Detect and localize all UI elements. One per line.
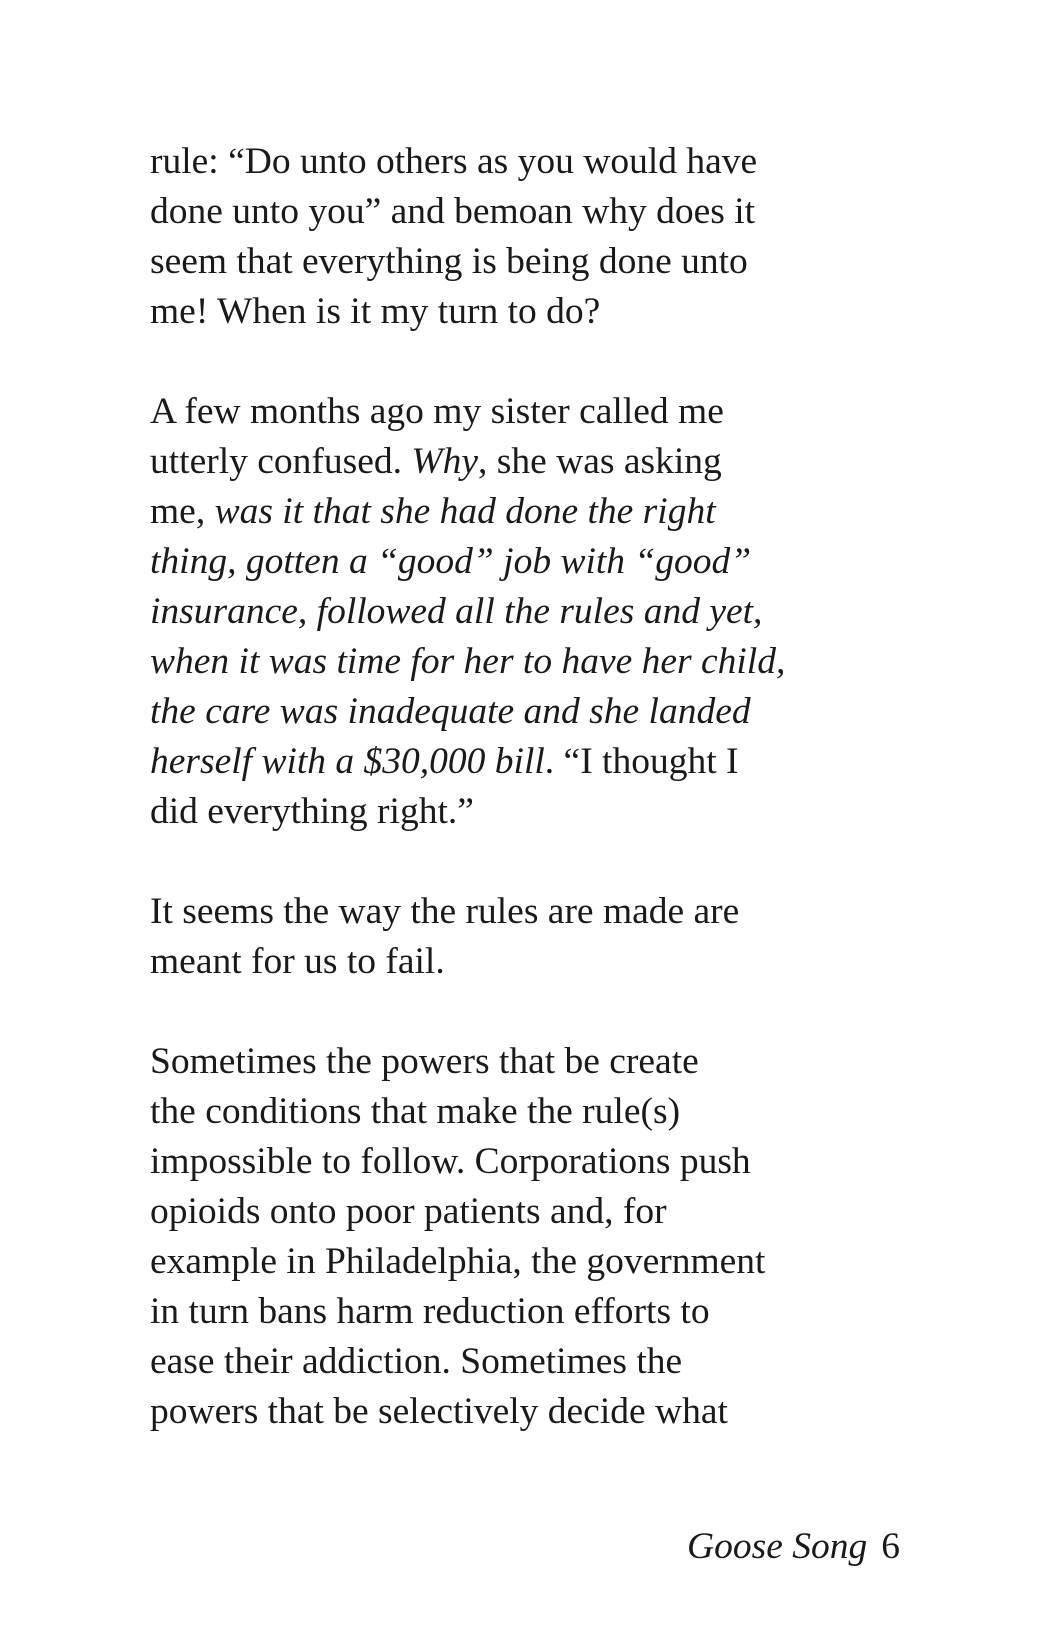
text-run: . “I thought I xyxy=(544,741,739,782)
running-title: Goose Song xyxy=(687,1526,868,1567)
text-run: me! When is it my turn to do? xyxy=(150,291,601,332)
text-line xyxy=(150,787,910,837)
text-run: did everything right.” xyxy=(150,791,474,832)
text-run: seem that everything is being done unto xyxy=(150,241,748,282)
text-line xyxy=(150,1387,910,1437)
text-line xyxy=(150,537,910,587)
paragraph xyxy=(150,387,910,837)
page-footer xyxy=(687,1522,900,1572)
text-line xyxy=(150,1087,910,1137)
italic-text: when it was time for her to have her child, xyxy=(150,641,786,682)
text-run: rule: “Do unto others as you would have xyxy=(150,141,758,182)
italic-text: was it that she had done the right xyxy=(214,491,716,532)
body-text xyxy=(150,137,910,1487)
text-line xyxy=(150,1137,910,1187)
text-line xyxy=(150,387,910,437)
text-line xyxy=(150,587,910,637)
text-line xyxy=(150,487,910,537)
text-line xyxy=(150,1037,910,1087)
italic-text: thing, gotten a “good” job with “good” xyxy=(150,541,752,582)
text-line xyxy=(150,187,910,237)
text-line xyxy=(150,887,910,937)
italic-text: the care was inadequate and she landed xyxy=(150,691,751,732)
paragraph xyxy=(150,1037,910,1437)
text-run: the conditions that make the rule(s) xyxy=(150,1091,681,1132)
text-line xyxy=(150,637,910,687)
paragraph xyxy=(150,887,910,987)
text-run: powers that be selectively decide what xyxy=(150,1391,728,1432)
text-line xyxy=(150,937,910,987)
text-run: , she was asking xyxy=(478,441,722,482)
text-line xyxy=(150,1237,910,1287)
text-line xyxy=(150,287,910,337)
text-run: It seems the way the rules are made are xyxy=(150,891,740,932)
paragraph xyxy=(150,137,910,337)
text-run: Sometimes the powers that be create xyxy=(150,1041,699,1082)
text-run: impossible to follow. Corporations push xyxy=(150,1141,751,1182)
text-line xyxy=(150,737,910,787)
text-line xyxy=(150,687,910,737)
italic-text: herself with a $30,000 bill xyxy=(150,741,545,782)
text-line xyxy=(150,1287,910,1337)
text-run: ease their addiction. Sometimes the xyxy=(150,1341,683,1382)
text-run: example in Philadelphia, the government xyxy=(150,1241,766,1282)
text-line xyxy=(150,437,910,487)
text-run: in turn bans harm reduction efforts to xyxy=(150,1291,710,1332)
text-run: done unto you” and bemoan why does it xyxy=(150,191,756,232)
text-run: utterly confused. xyxy=(150,441,412,482)
page-number: 6 xyxy=(881,1526,900,1567)
text-run: meant for us to fail. xyxy=(150,941,445,982)
text-line xyxy=(150,1187,910,1237)
text-line xyxy=(150,1337,910,1387)
text-line xyxy=(150,237,910,287)
text-run: A few months ago my sister called me xyxy=(150,391,724,432)
text-run: opioids onto poor patients and, for xyxy=(150,1191,667,1232)
italic-text: Why xyxy=(411,441,479,482)
text-line xyxy=(150,137,910,187)
italic-text: insurance, followed all the rules and yet, xyxy=(150,591,763,632)
text-run: me, xyxy=(150,491,215,532)
